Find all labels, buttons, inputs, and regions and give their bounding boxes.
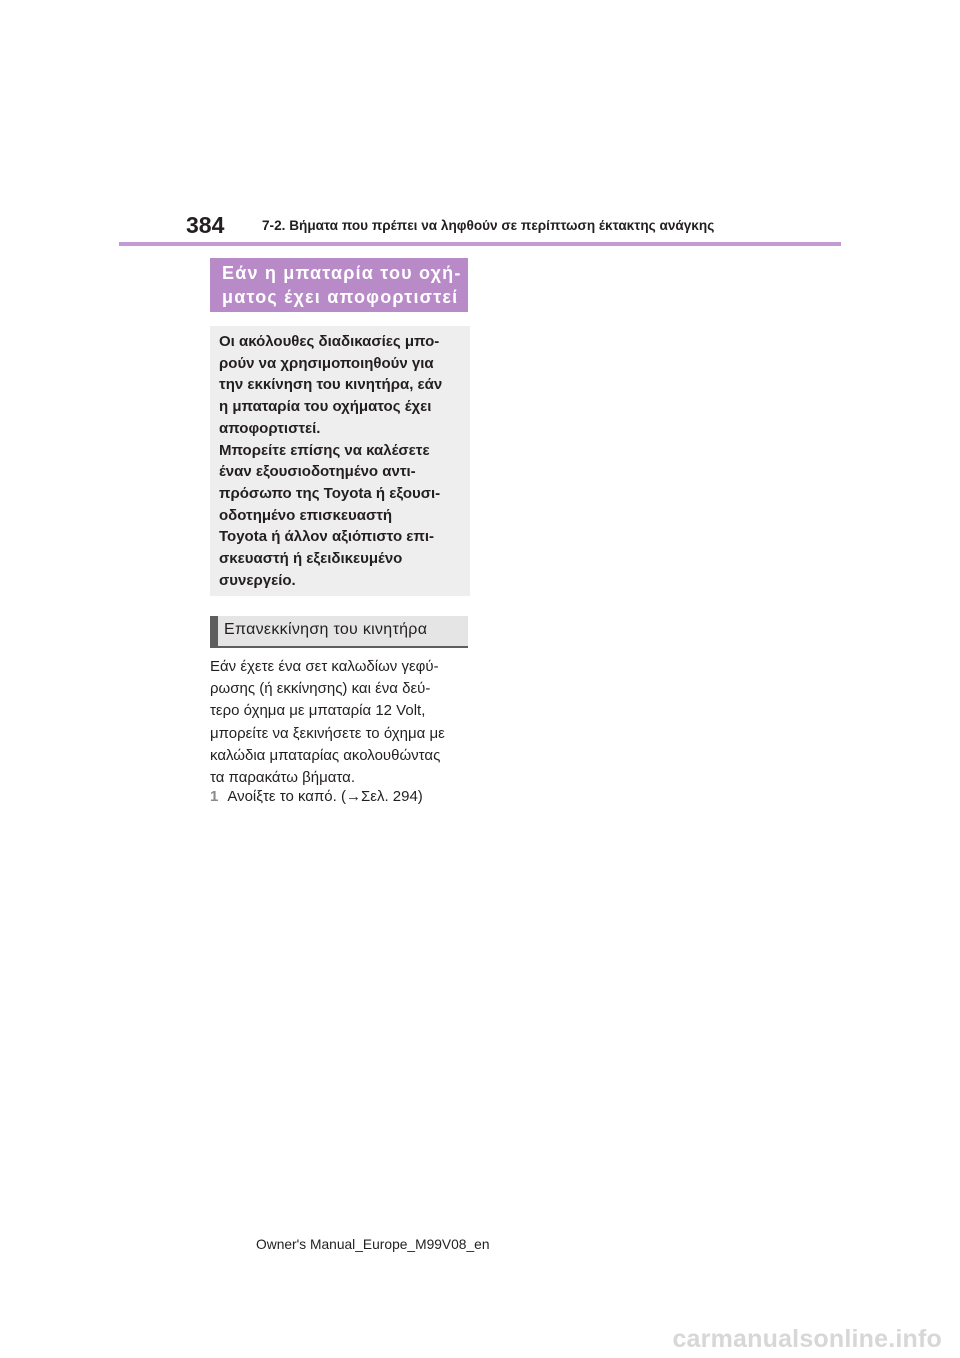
info-line: αποφορτιστεί. bbox=[219, 419, 321, 437]
info-line: η μπαταρία του οχήματος έχει bbox=[219, 398, 432, 416]
info-line: Οι ακόλουθες διαδικασίες μπο- bbox=[219, 333, 440, 350]
step-text: Ανοίξτε το καπό. (→Σελ. 294) bbox=[227, 788, 423, 805]
info-line: έναν εξουσιοδοτημένο αντι- bbox=[219, 463, 416, 481]
info-line: οδοτημένο επισκευαστή bbox=[219, 506, 393, 524]
body-line: μπορείτε να ξεκινήσετε το όχημα με bbox=[210, 724, 445, 742]
info-line: Toyota ή άλλον αξιόπιστο επι- bbox=[219, 528, 435, 546]
body-line: τερο όχημα με μπαταρία 12 Volt, bbox=[210, 702, 426, 720]
watermark: carmanualsonline.info bbox=[672, 1325, 942, 1353]
info-line: πρόσωπο της Toyota ή εξουσι- bbox=[219, 484, 441, 502]
body-paragraph bbox=[210, 656, 445, 789]
info-line: ρούν να χρησιμοποιηθούν για bbox=[219, 354, 434, 372]
info-box bbox=[210, 326, 470, 596]
chapter-title: 7-2. Βήματα που πρέπει να ληφθούν σε περίπτωση έκτακτης ανάγκης bbox=[262, 218, 715, 233]
section-title-box bbox=[210, 258, 468, 312]
section-title-line: Εάν η μπαταρία του οχή- bbox=[222, 263, 462, 283]
body-line: τα παρακάτω βήματα. bbox=[210, 769, 355, 787]
body-line: καλώδια μπαταρίας ακολουθώντας bbox=[210, 746, 441, 764]
step-item bbox=[210, 788, 423, 805]
step-number: 1 bbox=[210, 788, 219, 805]
footer-text: Owner's Manual_Europe_M99V08_en bbox=[256, 1237, 490, 1252]
body-line: ρωσης (ή εκκίνησης) και ένα δεύ- bbox=[210, 680, 431, 698]
page-number: 384 bbox=[186, 212, 225, 238]
header-divider bbox=[119, 242, 841, 246]
section-title-line: ματος έχει αποφορτιστεί bbox=[222, 287, 459, 307]
info-line: συνεργείο. bbox=[219, 571, 296, 589]
body-line: Εάν έχετε ένα σετ καλωδίων γεφύ- bbox=[210, 658, 439, 675]
info-line: Μπορείτε επίσης να καλέσετε bbox=[219, 441, 430, 459]
subheading: Επανεκκίνηση του κινητήρα bbox=[210, 616, 468, 648]
info-line: σκευαστή ή εξειδικευμένο bbox=[219, 550, 403, 568]
info-line: την εκκίνηση του κινητήρα, εάν bbox=[219, 376, 443, 394]
